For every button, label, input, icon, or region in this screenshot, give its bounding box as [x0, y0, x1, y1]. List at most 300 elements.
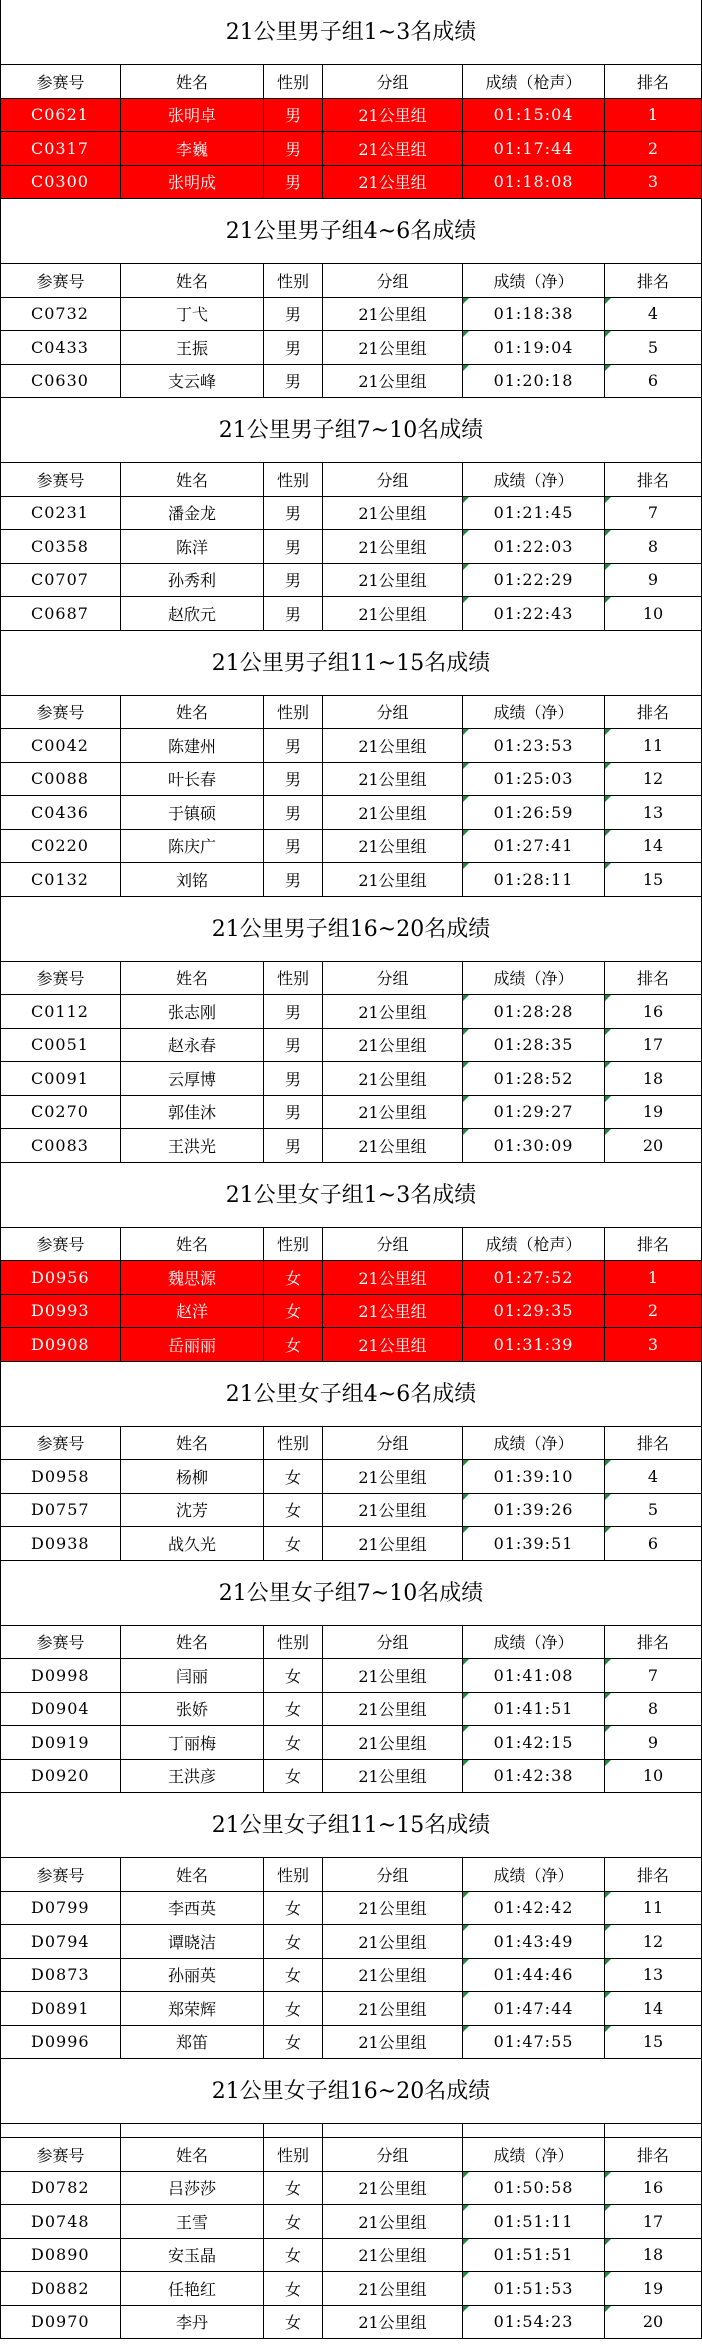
table-row: [1, 497, 701, 531]
runner-name-header: 姓名: [121, 1626, 264, 1659]
bib-number-header: 参赛号: [1, 696, 121, 729]
runner-name-cell: 叶长春: [121, 763, 264, 796]
table-row: [1, 1925, 701, 1959]
time-cell: 01:42:38: [463, 1760, 605, 1793]
rank-header: 排名: [636, 703, 669, 723]
blank-row: [1, 2124, 701, 2138]
rank-cell: 14: [605, 1992, 701, 2025]
gender-cell: 男: [264, 796, 323, 829]
table-row: [1, 1726, 701, 1760]
bib-number-header: 参赛号: [1, 1626, 121, 1659]
rank-cell: 7: [605, 497, 701, 530]
runner-name-cell: 安玉晶: [121, 2239, 264, 2272]
rank-header: 排名: [636, 1633, 669, 1653]
runner-name-cell: 李巍: [121, 132, 264, 165]
runner-name-cell: 任艳红: [121, 2272, 264, 2305]
table-row: [1, 365, 701, 399]
time-cell: 01:18:38: [463, 298, 605, 331]
runner-name-cell: 云厚博: [121, 1062, 264, 1095]
group-cell: 21公里组: [323, 763, 463, 796]
rank-cell: 7: [605, 1659, 701, 1692]
gender-header: 性别: [264, 1858, 323, 1891]
bib-number-cell: C0621: [1, 99, 121, 132]
time-cell: 01:18:08: [463, 166, 605, 199]
time-cell: 01:29:27: [463, 1096, 605, 1129]
rank-cell: 17: [605, 1029, 701, 1062]
group-cell: 21公里组: [323, 1328, 463, 1361]
gender-cell: 男: [264, 497, 323, 530]
runner-name-cell: 岳丽丽: [121, 1328, 264, 1361]
runner-name-cell: 赵欣元: [121, 597, 264, 630]
group-cell: 21公里组: [323, 1925, 463, 1958]
empty-cell: [121, 2124, 264, 2137]
section-title: 21公里女子组1~3名成绩: [1, 1162, 701, 1228]
time-header: 成绩（净）: [463, 1427, 605, 1460]
table-row: [1, 2306, 701, 2340]
bib-number-cell: D0904: [1, 1693, 121, 1726]
gender-cell: 男: [264, 298, 323, 331]
gender-cell: 女: [264, 1693, 323, 1726]
rank-cell: 16: [605, 2172, 701, 2205]
bib-number-cell: D0998: [1, 1659, 121, 1692]
gender-header: 性别: [264, 2138, 323, 2171]
rank-cell: 20: [605, 2306, 701, 2339]
group-header: 分组: [323, 962, 463, 995]
runner-name-cell: 陈建州: [121, 729, 264, 762]
table-row: [1, 1295, 701, 1329]
bib-number-header: 参赛号: [1, 1858, 121, 1891]
time-cell: 01:28:11: [463, 863, 605, 896]
time-cell: 01:43:49: [463, 1925, 605, 1958]
time-cell: 01:47:44: [463, 1992, 605, 2025]
group-cell: 21公里组: [323, 2272, 463, 2305]
rank-cell: 17: [605, 2205, 701, 2238]
time-cell: 01:51:51: [463, 2239, 605, 2272]
runner-name-cell: 丁丽梅: [121, 1726, 264, 1759]
table-row: [1, 1261, 701, 1295]
gender-cell: 女: [264, 1992, 323, 2025]
time-cell: 01:23:53: [463, 729, 605, 762]
table-row: [1, 1029, 701, 1063]
bib-number-cell: C0433: [1, 331, 121, 364]
group-cell: 21公里组: [323, 597, 463, 630]
time-cell: 01:42:15: [463, 1726, 605, 1759]
time-header: 成绩（枪声）: [463, 1228, 605, 1261]
gender-cell: 女: [264, 2272, 323, 2305]
group-cell: 21公里组: [323, 331, 463, 364]
time-cell: 01:27:41: [463, 830, 605, 863]
time-cell: 01:19:04: [463, 331, 605, 364]
rank-header: 排名: [636, 1235, 669, 1255]
bib-number-cell: D0996: [1, 2026, 121, 2059]
time-cell: 01:44:46: [463, 1959, 605, 1992]
table-row: [1, 2272, 701, 2306]
gender-cell: 男: [264, 564, 323, 597]
group-cell: 21公里组: [323, 132, 463, 165]
bib-number-cell: C0220: [1, 830, 121, 863]
gender-cell: 女: [264, 1959, 323, 1992]
group-cell: 21公里组: [323, 830, 463, 863]
group-cell: 21公里组: [323, 729, 463, 762]
bib-number-cell: D0958: [1, 1460, 121, 1493]
table-row: [1, 995, 701, 1029]
group-cell: 21公里组: [323, 1527, 463, 1560]
group-header: 分组: [323, 2138, 463, 2171]
bib-number-cell: C0088: [1, 763, 121, 796]
gender-cell: 女: [264, 1760, 323, 1793]
rank-cell: 9: [605, 1726, 701, 1759]
runner-name-cell: 魏思源: [121, 1261, 264, 1294]
time-header: 成绩（净）: [463, 264, 605, 297]
runner-name-cell: 吕莎莎: [121, 2172, 264, 2205]
rank-cell: 2: [647, 138, 659, 158]
group-cell: 21公里组: [323, 530, 463, 563]
gender-cell: 男: [264, 365, 323, 398]
time-cell: 01:17:44: [463, 132, 605, 165]
gender-cell: 男: [264, 729, 323, 762]
gender-header: 性别: [264, 962, 323, 995]
time-cell: 01:22:43: [463, 597, 605, 630]
gender-cell: 男: [264, 166, 323, 199]
table-header-row: [1, 1427, 701, 1461]
group-header: 分组: [323, 1228, 463, 1261]
group-cell: 21公里组: [323, 1892, 463, 1925]
group-cell: 21公里组: [323, 298, 463, 331]
group-cell: 21公里组: [323, 1760, 463, 1793]
runner-name-cell: 王洪彦: [121, 1760, 264, 1793]
empty-cell: [605, 2124, 701, 2137]
runner-name-cell: 张明卓: [121, 99, 264, 132]
bib-number-cell: C0132: [1, 863, 121, 896]
group-cell: 21公里组: [323, 1992, 463, 2025]
group-cell: 21公里组: [323, 2239, 463, 2272]
group-cell: 21公里组: [323, 2026, 463, 2059]
table-row: [1, 1062, 701, 1096]
runner-name-header: 姓名: [121, 696, 264, 729]
rank-cell: 10: [605, 597, 701, 630]
group-cell: 21公里组: [323, 1959, 463, 1992]
table-row: [1, 729, 701, 763]
time-cell: 01:51:53: [463, 2272, 605, 2305]
gender-cell: 女: [264, 2205, 323, 2238]
rank-header: 排名: [636, 271, 669, 291]
rank-cell: 12: [605, 1925, 701, 1958]
group-header: 分组: [323, 696, 463, 729]
rank-cell: 20: [605, 1129, 701, 1162]
runner-name-cell: 郭佳沐: [121, 1096, 264, 1129]
bib-number-cell: D0970: [1, 2306, 121, 2339]
time-header: 成绩（净）: [463, 463, 605, 496]
time-cell: 01:50:58: [463, 2172, 605, 2205]
gender-cell: 女: [264, 2172, 323, 2205]
bib-number-cell: D0799: [1, 1892, 121, 1925]
gender-cell: 女: [264, 1925, 323, 1958]
rank-header: 排名: [636, 1434, 669, 1454]
runner-name-header: 姓名: [121, 1858, 264, 1891]
section-title: 21公里男子组11~15名成绩: [1, 630, 701, 696]
bib-number-cell: C0358: [1, 530, 121, 563]
runner-name-cell: 赵永春: [121, 1029, 264, 1062]
empty-cell: [323, 2124, 463, 2137]
bib-number-header: 参赛号: [1, 65, 121, 98]
time-cell: 01:41:51: [463, 1693, 605, 1726]
empty-cell: [264, 2124, 323, 2137]
rank-header: 排名: [636, 1865, 669, 1885]
table-row: [1, 863, 701, 897]
gender-cell: 男: [264, 1096, 323, 1129]
runner-name-header: 姓名: [121, 463, 264, 496]
gender-cell: 女: [264, 1527, 323, 1560]
bib-number-cell: D0891: [1, 1992, 121, 2025]
table-header-row: [1, 962, 701, 996]
table-row: [1, 763, 701, 797]
gender-cell: 男: [264, 1029, 323, 1062]
bib-number-cell: D0873: [1, 1959, 121, 1992]
time-header: 成绩（净）: [463, 962, 605, 995]
group-cell: 21公里组: [323, 1129, 463, 1162]
group-header: 分组: [323, 463, 463, 496]
time-cell: 01:30:09: [463, 1129, 605, 1162]
runner-name-header: 姓名: [121, 1427, 264, 1460]
group-cell: 21公里组: [323, 1659, 463, 1692]
rank-cell: 15: [605, 2026, 701, 2059]
group-cell: 21公里组: [323, 365, 463, 398]
rank-cell: 11: [605, 729, 701, 762]
runner-name-cell: 丁弋: [121, 298, 264, 331]
time-header: 成绩（枪声）: [463, 65, 605, 98]
time-cell: 01:42:42: [463, 1892, 605, 1925]
gender-cell: 女: [264, 1261, 323, 1294]
time-cell: 01:51:11: [463, 2205, 605, 2238]
table-header-row: [1, 65, 701, 99]
group-cell: 21公里组: [323, 1295, 463, 1328]
runner-name-cell: 李西英: [121, 1892, 264, 1925]
table-row: [1, 2026, 701, 2060]
table-row: [1, 796, 701, 830]
gender-cell: 男: [264, 1062, 323, 1095]
bib-number-cell: D0757: [1, 1494, 121, 1527]
rank-header: 排名: [636, 72, 669, 92]
runner-name-header: 姓名: [121, 962, 264, 995]
table-header-row: [1, 1626, 701, 1660]
group-cell: 21公里组: [323, 995, 463, 1028]
gender-cell: 男: [264, 830, 323, 863]
table-row: [1, 1460, 701, 1494]
group-header: 分组: [323, 1427, 463, 1460]
time-cell: 01:25:03: [463, 763, 605, 796]
time-cell: 01:26:59: [463, 796, 605, 829]
runner-name-cell: 闫丽: [121, 1659, 264, 1692]
table-row: [1, 1494, 701, 1528]
bib-number-header: 参赛号: [1, 1228, 121, 1261]
bib-number-cell: C0112: [1, 995, 121, 1028]
group-cell: 21公里组: [323, 2172, 463, 2205]
gender-cell: 女: [264, 2239, 323, 2272]
rank-cell: 8: [605, 1693, 701, 1726]
runner-name-cell: 张娇: [121, 1693, 264, 1726]
bib-number-header: 参赛号: [1, 463, 121, 496]
table-row: [1, 1096, 701, 1130]
table-row: [1, 331, 701, 365]
gender-cell: 女: [264, 1494, 323, 1527]
group-cell: 21公里组: [323, 1494, 463, 1527]
gender-cell: 女: [264, 2026, 323, 2059]
gender-cell: 男: [264, 863, 323, 896]
rank-cell: 3: [647, 1334, 659, 1354]
bib-number-header: 参赛号: [1, 264, 121, 297]
runner-name-header: 姓名: [121, 65, 264, 98]
runner-name-cell: 沈芳: [121, 1494, 264, 1527]
table-row: [1, 597, 701, 631]
gender-cell: 女: [264, 1328, 323, 1361]
table-row: [1, 1992, 701, 2026]
runner-name-cell: 孙秀利: [121, 564, 264, 597]
table-row: [1, 1659, 701, 1693]
rank-cell: 19: [605, 2272, 701, 2305]
table-row: [1, 564, 701, 598]
rank-cell: 5: [605, 1494, 701, 1527]
runner-name-cell: 战久光: [121, 1527, 264, 1560]
gender-cell: 男: [264, 132, 323, 165]
runner-name-cell: 陈庆广: [121, 830, 264, 863]
bib-number-cell: D0908: [1, 1328, 121, 1361]
runner-name-cell: 支云峰: [121, 365, 264, 398]
group-cell: 21公里组: [323, 2306, 463, 2339]
group-cell: 21公里组: [323, 1726, 463, 1759]
table-row: [1, 1892, 701, 1926]
gender-cell: 男: [264, 99, 323, 132]
rank-cell: 4: [605, 1460, 701, 1493]
group-cell: 21公里组: [323, 1062, 463, 1095]
rank-cell: 1: [647, 1267, 659, 1287]
table-row: [1, 99, 701, 133]
group-header: 分组: [323, 65, 463, 98]
table-row: [1, 298, 701, 332]
group-cell: 21公里组: [323, 497, 463, 530]
time-cell: 01:20:18: [463, 365, 605, 398]
group-cell: 21公里组: [323, 1096, 463, 1129]
table-row: [1, 1693, 701, 1727]
gender-header: 性别: [264, 1626, 323, 1659]
time-cell: 01:54:23: [463, 2306, 605, 2339]
bib-number-cell: D0794: [1, 1925, 121, 1958]
bib-number-cell: D0993: [1, 1295, 121, 1328]
bib-number-cell: C0707: [1, 564, 121, 597]
gender-header: 性别: [264, 696, 323, 729]
table-header-row: [1, 463, 701, 497]
group-cell: 21公里组: [323, 99, 463, 132]
rank-header: 排名: [636, 969, 669, 989]
table-row: [1, 2205, 701, 2239]
rank-cell: 6: [605, 1527, 701, 1560]
time-cell: 01:29:35: [463, 1295, 605, 1328]
group-header: 分组: [323, 264, 463, 297]
group-cell: 21公里组: [323, 166, 463, 199]
empty-cell: [463, 2124, 605, 2137]
table-row: [1, 1129, 701, 1163]
bib-number-cell: D0938: [1, 1527, 121, 1560]
table-header-row: [1, 696, 701, 730]
bib-number-cell: D0890: [1, 2239, 121, 2272]
bib-number-cell: C0091: [1, 1062, 121, 1095]
time-header: 成绩（净）: [463, 696, 605, 729]
runner-name-cell: 郑笛: [121, 2026, 264, 2059]
table-row: [1, 530, 701, 564]
runner-name-cell: 李丹: [121, 2306, 264, 2339]
time-cell: 01:28:52: [463, 1062, 605, 1095]
runner-name-cell: 谭晓洁: [121, 1925, 264, 1958]
gender-cell: 男: [264, 530, 323, 563]
time-cell: 01:21:45: [463, 497, 605, 530]
bib-number-cell: C0270: [1, 1096, 121, 1129]
rank-cell: 3: [647, 172, 659, 192]
table-row: [1, 166, 701, 200]
runner-name-cell: 陈洋: [121, 530, 264, 563]
section-title: 21公里男子组1~3名成绩: [1, 0, 701, 65]
bib-number-header: 参赛号: [1, 2138, 121, 2171]
gender-cell: 男: [264, 331, 323, 364]
rank-cell: 12: [605, 763, 701, 796]
bib-number-cell: C0042: [1, 729, 121, 762]
gender-cell: 女: [264, 1460, 323, 1493]
time-cell: 01:27:52: [463, 1261, 605, 1294]
group-header: 分组: [323, 1858, 463, 1891]
gender-header: 性别: [264, 264, 323, 297]
gender-header: 性别: [264, 1427, 323, 1460]
gender-header: 性别: [264, 65, 323, 98]
gender-cell: 男: [264, 597, 323, 630]
time-cell: 01:39:10: [463, 1460, 605, 1493]
gender-cell: 女: [264, 1295, 323, 1328]
bib-number-cell: C0732: [1, 298, 121, 331]
group-cell: 21公里组: [323, 564, 463, 597]
table-header-row: [1, 1228, 701, 1262]
rank-header: 排名: [636, 470, 669, 490]
rank-cell: 14: [605, 830, 701, 863]
group-cell: 21公里组: [323, 863, 463, 896]
bib-number-cell: D0956: [1, 1261, 121, 1294]
bib-number-cell: C0083: [1, 1129, 121, 1162]
group-cell: 21公里组: [323, 1029, 463, 1062]
rank-cell: 13: [605, 1959, 701, 1992]
gender-header: 性别: [264, 1228, 323, 1261]
bib-number-cell: C0687: [1, 597, 121, 630]
rank-cell: 10: [605, 1760, 701, 1793]
runner-name-cell: 杨柳: [121, 1460, 264, 1493]
table-row: [1, 1760, 701, 1794]
gender-header: 性别: [264, 463, 323, 496]
rank-cell: 8: [605, 530, 701, 563]
time-cell: 01:15:04: [463, 99, 605, 132]
empty-cell: [1, 2124, 121, 2137]
time-cell: 01:31:39: [463, 1328, 605, 1361]
gender-cell: 女: [264, 1659, 323, 1692]
runner-name-cell: 王雪: [121, 2205, 264, 2238]
time-cell: 01:47:55: [463, 2026, 605, 2059]
rank-cell: 19: [605, 1096, 701, 1129]
runner-name-header: 姓名: [121, 264, 264, 297]
bib-number-cell: D0920: [1, 1760, 121, 1793]
gender-cell: 男: [264, 1129, 323, 1162]
bib-number-cell: D0748: [1, 2205, 121, 2238]
rank-cell: 4: [605, 298, 701, 331]
gender-cell: 女: [264, 1892, 323, 1925]
bib-number-cell: D0882: [1, 2272, 121, 2305]
rank-cell: 13: [605, 796, 701, 829]
runner-name-cell: 张志刚: [121, 995, 264, 1028]
rank-cell: 11: [605, 1892, 701, 1925]
gender-cell: 男: [264, 995, 323, 1028]
